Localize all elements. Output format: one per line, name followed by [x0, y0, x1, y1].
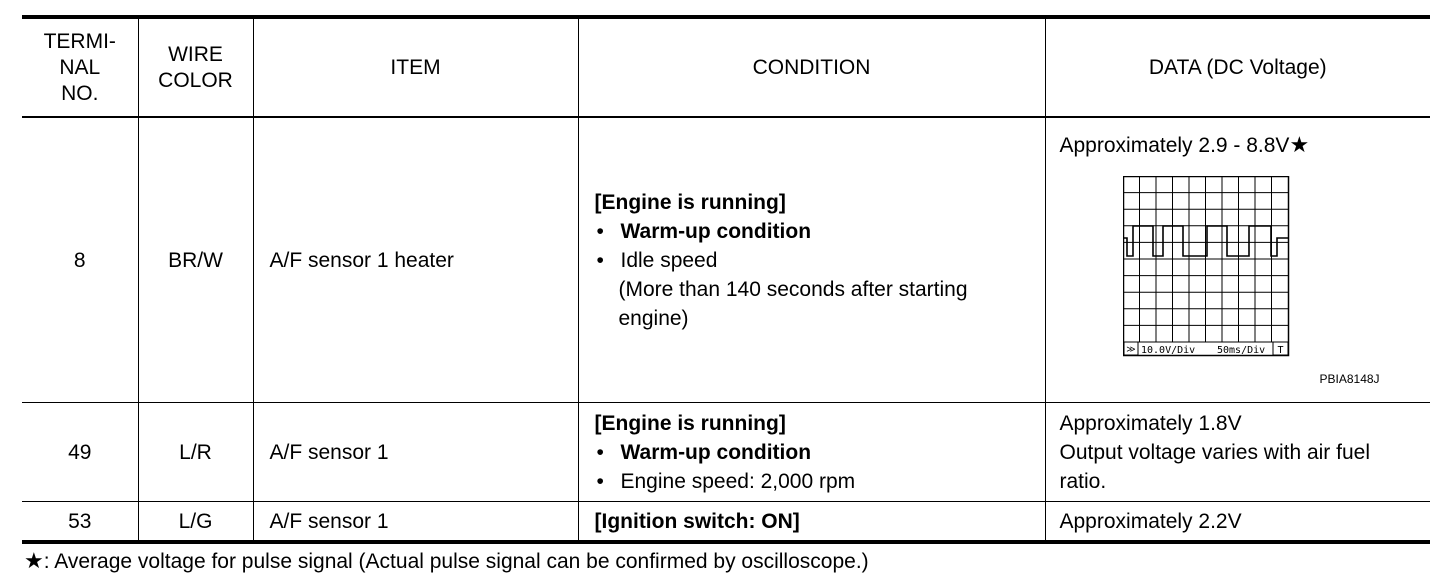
data-cell [1045, 117, 1430, 403]
wire-color-cell: L/G [138, 502, 253, 543]
oscilloscope-figure [1060, 160, 1431, 395]
header-terminal-line1: TERMI- NAL NO. [43, 29, 116, 105]
condition-bullet [595, 438, 1045, 467]
header-condition: CONDITION [578, 17, 1045, 117]
data-cell: Approximately 2.2V [1045, 502, 1430, 543]
star-icon: ★ [24, 548, 44, 573]
terminal-cell: 8 [22, 117, 138, 403]
condition-title: [Ignition switch: ON] [594, 509, 800, 533]
scope-trigger-label: T [1276, 345, 1284, 356]
wire-color-cell: L/R [138, 403, 253, 502]
scope-time-div: 50ms/Div [1216, 345, 1265, 356]
condition-title: [Engine is running] [594, 190, 786, 214]
header-data: DATA (DC Voltage) [1045, 17, 1430, 117]
footnote [24, 548, 869, 575]
data-cell [1045, 403, 1430, 502]
terminal-cell: 53 [22, 502, 138, 543]
bullet-dot-icon: • [596, 248, 604, 272]
bullet-dot-icon: • [596, 219, 604, 243]
condition-cell [578, 502, 1045, 543]
table-header-row [22, 17, 1430, 117]
condition-bullet-text: Warm-up condition [620, 440, 812, 464]
footnote-text: : Average voltage for pulse signal (Actual pulse signal can be confirmed by oscilloscope.) [43, 550, 869, 573]
data-value-line [1060, 130, 1431, 160]
bullet-dot-icon: • [596, 440, 604, 464]
item-cell: A/F sensor 1 heater [253, 117, 578, 403]
figure-code: PBIA8148J [1319, 372, 1380, 386]
table-row [22, 117, 1430, 403]
condition-cell [578, 403, 1045, 502]
data-value-line: ratio. [1059, 469, 1107, 493]
table-row [22, 502, 1430, 543]
star-icon: ★ [1289, 132, 1310, 157]
condition-bullet-text: Idle speed [620, 248, 718, 272]
item-cell: A/F sensor 1 [253, 403, 578, 502]
scope-volt-div: 10.0V/Div [1140, 345, 1195, 356]
header-terminal-no [22, 17, 138, 117]
bullet-dot-icon: • [596, 469, 604, 493]
data-value-line: Output voltage varies with air fuel [1059, 440, 1370, 464]
header-wire-color [138, 17, 253, 117]
scope-marker-icon: ≫ [1125, 345, 1136, 355]
condition-note-line: (More than 140 seconds after starting [618, 277, 968, 301]
condition-bullet-text: Warm-up condition [620, 219, 812, 243]
terminal-data-table [22, 15, 1430, 544]
item-cell: A/F sensor 1 [253, 502, 578, 543]
condition-bullet [595, 217, 1045, 246]
condition-bullet [595, 467, 1045, 496]
data-value-line: Approximately 1.8V [1059, 411, 1242, 435]
oscilloscope-screen [1123, 176, 1291, 360]
condition-title: [Engine is running] [594, 411, 786, 435]
condition-cell [578, 117, 1045, 403]
header-item: ITEM [253, 17, 578, 117]
condition-bullet [595, 246, 1045, 275]
condition-bullet-text: Engine speed: 2,000 rpm [620, 469, 856, 493]
header-wire-color-text: WIRE COLOR [158, 42, 233, 92]
data-value-text: Approximately 2.9 - 8.8V [1059, 134, 1290, 157]
wire-color-cell: BR/W [138, 117, 253, 403]
table-row [22, 403, 1430, 502]
condition-note-line: engine) [618, 306, 689, 330]
terminal-cell: 49 [22, 403, 138, 502]
